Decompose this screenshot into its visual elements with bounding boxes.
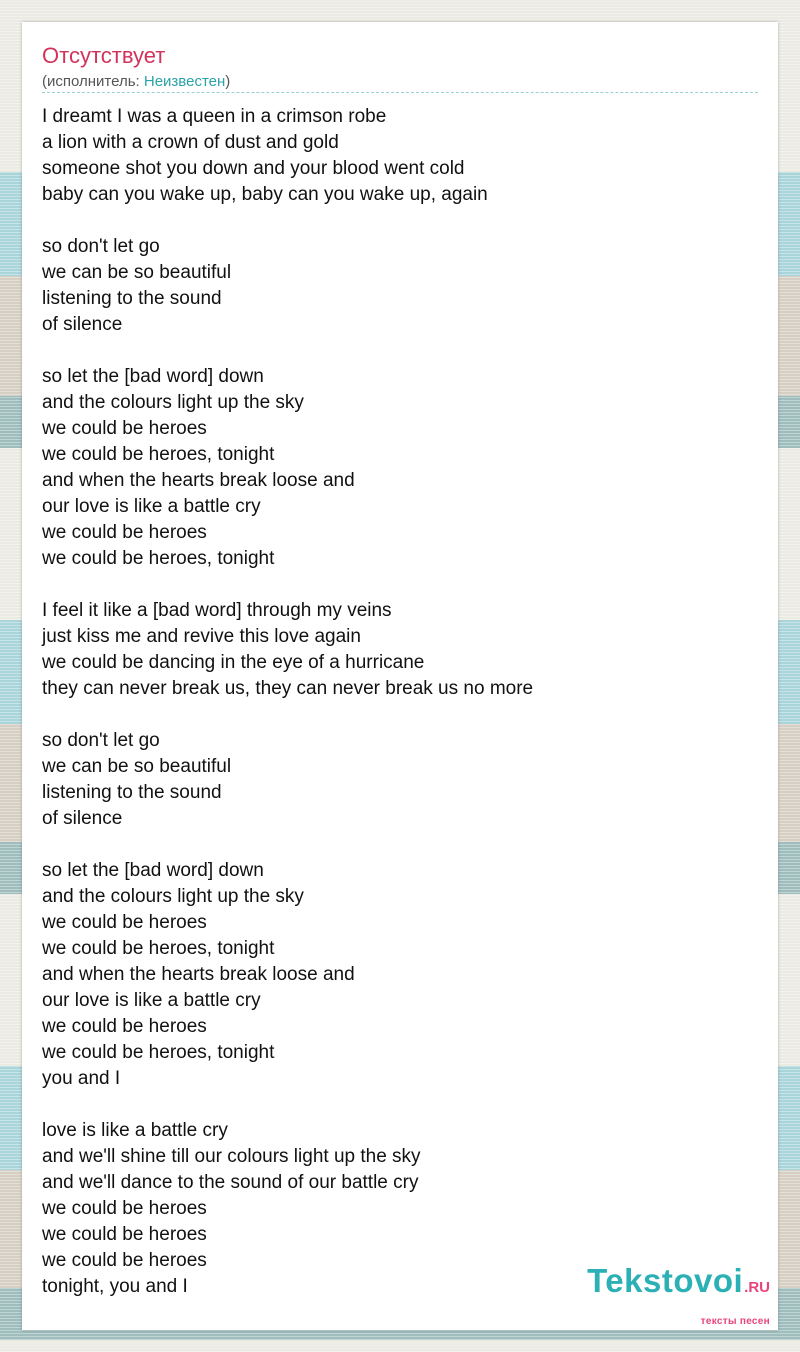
site-logo[interactable]	[587, 1262, 770, 1300]
logo-name: Tekstovoi	[587, 1262, 744, 1299]
lyrics-text: I dreamt I was a queen in a crimson robe a lion with a crown of dust and gold someone shot you down and your blood went cold baby can you wake up, baby can you wake up, again so don't let go we can be so beautiful listening to the sound of silence so let the [bad word] down and the colours light up the sky we could be heroes we could be heroes, tonight and when the hearts break loose and our love is like a battle cry we could be heroes we could be heroes, tonight I feel it like a [bad word] through my veins just kiss me and revive this love again we could be dancing in the eye of a hurricane they can never break us, they can never break us no more so don't let go we can be so beautiful listening to the sound of silence so let the [bad word] down and the colours light up the sky we could be heroes we could be heroes, tonight and when the hearts break loose and our love is like a battle cry we could be heroes we could be heroes, tonight you and I love is like a battle cry and we'll shine till our colours light up the sky and we'll dance to the sound of our battle cry we could be heroes we could be heroes we could be heroes tonight, you and I	[42, 106, 534, 1297]
artist-suffix: )	[225, 73, 231, 90]
artist-line	[42, 72, 230, 92]
artist-link[interactable]: Неизвестен	[143, 73, 226, 90]
logo-tagline: тексты песен	[700, 1316, 770, 1327]
logo-tld: .RU	[744, 1279, 770, 1296]
lyrics-card	[22, 22, 778, 1330]
song-title: Отсутствует	[42, 43, 166, 68]
artist-prefix: (исполнитель:	[42, 73, 144, 90]
dashed-divider	[42, 92, 758, 93]
